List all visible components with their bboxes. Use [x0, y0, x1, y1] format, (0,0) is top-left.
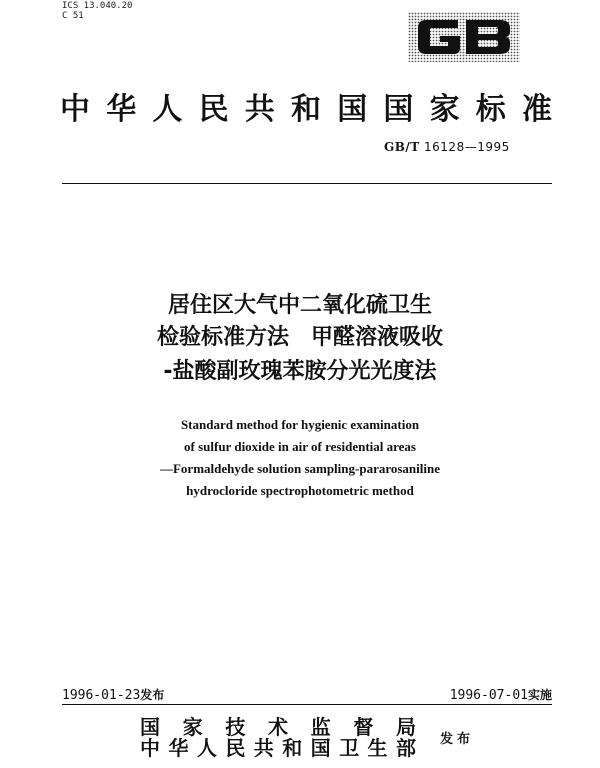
issue-word: 发布: [440, 732, 475, 747]
implementation-date-suffix: 实施: [527, 688, 552, 702]
title-en-line-1: Standard method for hygienic examination: [180, 417, 420, 432]
title-cn-line-1: 居住区大气中二氧化硫卫生: [167, 293, 432, 318]
issue-date: [62, 686, 164, 703]
title-en-line-2: of sulfur dioxide in air of residential areas: [184, 439, 416, 454]
title-en-line-4: hydrocloride spectrophotometric method: [186, 483, 414, 498]
standard-number-prefix: GB/T: [384, 140, 420, 154]
issue-date-suffix: 发布: [140, 688, 165, 702]
gb-logo-icon: [408, 12, 520, 62]
title-cn-line-3: -盐酸副玫瑰苯胺分光光度法: [163, 359, 437, 384]
bottom-divider: [62, 704, 552, 705]
standard-number: [384, 140, 534, 154]
title-en-line-3: —Formaldehyde solution sampling-pararosaniline: [159, 461, 440, 476]
ccs-code: C 51: [62, 11, 84, 21]
ics-code: ICS 13.040.20: [62, 1, 133, 11]
title-cn-line-2: 检验标准方法 甲醛溶液吸收: [156, 325, 443, 350]
top-divider: [62, 183, 552, 184]
issuer-line-2: 中华人民共和国卫生部: [140, 736, 416, 760]
standard-number-value: 16128—1995: [424, 140, 510, 154]
issuer-line-1: 国家技术监督局: [140, 715, 416, 739]
national-standard-heading: 中华人民共和国国家标准: [60, 92, 552, 127]
implementation-date-value: 1996-07-01: [449, 688, 528, 703]
issue-date-value: 1996-01-23: [62, 688, 141, 703]
implementation-date: [450, 686, 552, 703]
